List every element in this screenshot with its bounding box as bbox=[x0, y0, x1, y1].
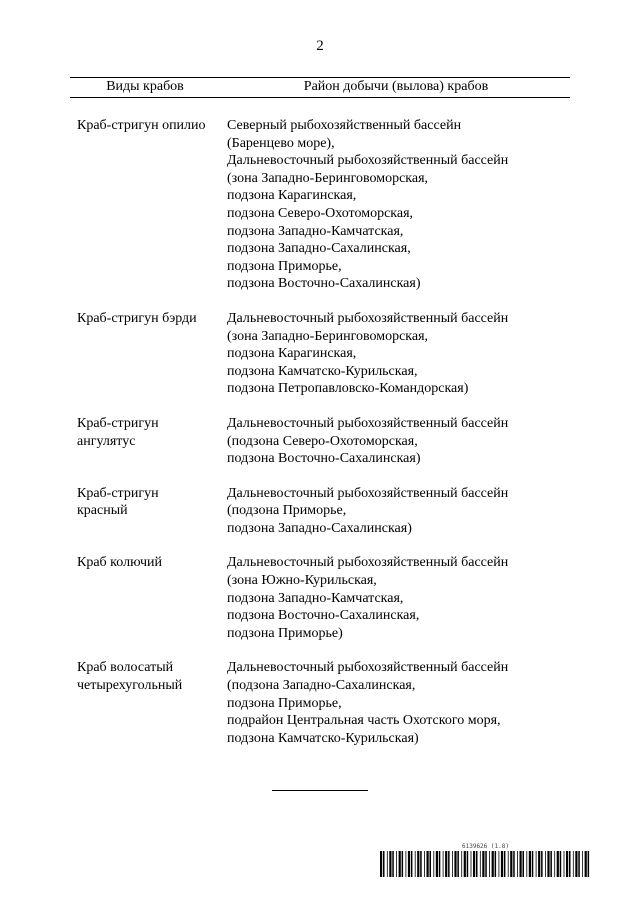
region-line: Дальневосточный рыбохозяйственный бассейн bbox=[227, 153, 509, 169]
species-cell bbox=[77, 310, 227, 328]
barcode-bar bbox=[492, 851, 494, 877]
barcode-bar bbox=[508, 851, 509, 877]
barcode-bar bbox=[392, 851, 394, 877]
region-line: (подзона Приморье, bbox=[227, 503, 347, 519]
table-row bbox=[0, 485, 640, 538]
region-line: (подзона Северо-Охотоморская, bbox=[227, 433, 418, 449]
barcode-bar bbox=[411, 851, 413, 877]
barcode-bar bbox=[529, 851, 531, 877]
species-name-line: ангулятус bbox=[77, 433, 136, 449]
barcode-bar bbox=[380, 851, 382, 877]
region-cell bbox=[227, 659, 567, 747]
barcode-bar bbox=[454, 851, 456, 877]
barcode-bar bbox=[383, 851, 385, 877]
region-line: Дальневосточный рыбохозяйственный бассейн bbox=[227, 310, 509, 326]
region-line: подзона Западно-Камчатская, bbox=[227, 223, 404, 239]
barcode-bar bbox=[510, 851, 512, 877]
barcode-bar bbox=[389, 851, 391, 877]
species-cell bbox=[77, 485, 227, 520]
region-line: подзона Восточно-Сахалинская, bbox=[227, 608, 420, 624]
region-line: (подзона Западно-Сахалинская, bbox=[227, 678, 416, 694]
species-cell bbox=[77, 415, 227, 450]
barcode-bar bbox=[545, 851, 546, 877]
barcode-bar bbox=[501, 851, 503, 877]
barcode-bar bbox=[554, 851, 555, 877]
region-line: (зона Западно-Беринговоморская, bbox=[227, 328, 429, 344]
barcode-bar bbox=[473, 851, 475, 877]
barcode-bar bbox=[523, 851, 525, 877]
region-line: Дальневосточный рыбохозяйственный бассейн bbox=[227, 555, 509, 571]
region-cell bbox=[227, 554, 567, 642]
barcode-bar bbox=[569, 851, 571, 877]
region-line: подзона Карагинская, bbox=[227, 188, 357, 204]
barcode bbox=[380, 851, 590, 877]
region-line: подзона Петропавловско-Командорская) bbox=[227, 381, 469, 397]
species-cell bbox=[77, 659, 227, 694]
region-cell bbox=[227, 485, 567, 538]
barcode-bar bbox=[578, 851, 580, 877]
barcode-bar bbox=[471, 851, 472, 877]
barcode-bar bbox=[536, 851, 537, 877]
barcode-bar bbox=[467, 851, 469, 877]
region-line: подзона Западно-Камчатская, bbox=[227, 590, 404, 606]
barcode-bar bbox=[480, 851, 481, 877]
table-row bbox=[0, 415, 640, 468]
barcode-bar bbox=[406, 851, 407, 877]
region-line: подзона Северо-Охотоморская, bbox=[227, 205, 414, 221]
region-line: подзона Восточно-Сахалинская) bbox=[227, 276, 421, 292]
barcode-bar bbox=[520, 851, 522, 877]
barcode-bar bbox=[433, 851, 434, 877]
region-line: Дальневосточный рыбохозяйственный бассейн bbox=[227, 660, 509, 676]
barcode-bar bbox=[457, 851, 459, 877]
crab-species-table-body bbox=[0, 117, 640, 747]
table-header-bottom-rule bbox=[70, 97, 570, 98]
region-cell bbox=[227, 415, 567, 468]
region-line: Северный рыбохозяйственный бассейн bbox=[227, 118, 462, 133]
region-line: подзона Западно-Сахалинская, bbox=[227, 241, 411, 257]
barcode-bar bbox=[588, 851, 590, 877]
region-line: Дальневосточный рыбохозяйственный бассейн bbox=[227, 415, 509, 431]
barcode-bar bbox=[560, 851, 562, 877]
barcode-bar bbox=[464, 851, 466, 877]
barcode-bar bbox=[513, 851, 515, 877]
species-name-line: Краб-стригун bbox=[77, 415, 159, 431]
barcode-bar bbox=[541, 851, 543, 877]
barcode-bar bbox=[415, 851, 416, 877]
region-line: Дальневосточный рыбохозяйственный бассейн bbox=[227, 485, 509, 501]
barcode-bar bbox=[557, 851, 559, 877]
barcode-bar bbox=[485, 851, 487, 877]
barcode-bar bbox=[427, 851, 429, 877]
barcode-bar bbox=[417, 851, 419, 877]
barcode-bar bbox=[582, 851, 583, 877]
barcode-bar bbox=[575, 851, 577, 877]
species-name-line: Краб колючий bbox=[77, 555, 163, 571]
species-name-line: красный bbox=[77, 503, 128, 519]
region-line: (зона Южно-Курильская, bbox=[227, 573, 377, 589]
barcode-label: 6139626 (1.8) bbox=[462, 843, 509, 850]
region-line: подзона Приморье, bbox=[227, 258, 342, 274]
barcode-bar bbox=[448, 851, 450, 877]
table-row bbox=[0, 117, 640, 293]
region-line: подрайон Центральная часть Охотского моря, bbox=[227, 713, 501, 729]
species-cell bbox=[77, 117, 227, 135]
table-row bbox=[0, 310, 640, 398]
barcode-bar bbox=[399, 851, 401, 877]
barcode-bar bbox=[452, 851, 453, 877]
barcode-bar bbox=[495, 851, 497, 877]
barcode-bar bbox=[387, 851, 388, 877]
barcode-bar bbox=[439, 851, 441, 877]
species-name-line: четырехугольный bbox=[77, 678, 183, 694]
end-of-document-rule bbox=[272, 790, 368, 791]
barcode-bar bbox=[538, 851, 540, 877]
page-number: 2 bbox=[316, 38, 324, 54]
barcode-bar bbox=[532, 851, 534, 877]
barcode-bar bbox=[573, 851, 574, 877]
region-line: подзона Западно-Сахалинская) bbox=[227, 520, 412, 536]
region-line: (Баренцево море), bbox=[227, 135, 335, 151]
barcode-bar bbox=[408, 851, 410, 877]
table-row bbox=[0, 659, 640, 747]
barcode-bar bbox=[424, 851, 425, 877]
region-line: подзона Камчатско-Курильская) bbox=[227, 730, 419, 746]
species-name-line: Краб-стригун bbox=[77, 485, 159, 501]
barcode-bar bbox=[430, 851, 432, 877]
species-name-line: Краб-стригун опилио bbox=[77, 118, 206, 133]
barcode-bar bbox=[402, 851, 404, 877]
barcode-bar bbox=[461, 851, 462, 877]
table-header-top-rule bbox=[70, 77, 570, 78]
region-line: подзона Камчатско-Курильская, bbox=[227, 363, 418, 379]
barcode-bar bbox=[396, 851, 397, 877]
species-name-line: Краб волосатый bbox=[77, 660, 174, 676]
species-name-line: Краб-стригун бэрди bbox=[77, 310, 197, 326]
barcode-bar bbox=[489, 851, 490, 877]
barcode-bar bbox=[504, 851, 506, 877]
barcode-bar bbox=[443, 851, 444, 877]
column-header-species: Виды крабов bbox=[106, 79, 184, 94]
region-line: подзона Восточно-Сахалинская) bbox=[227, 451, 421, 467]
region-cell bbox=[227, 117, 567, 293]
barcode-bar bbox=[526, 851, 527, 877]
species-cell bbox=[77, 554, 227, 572]
barcode-bar bbox=[517, 851, 518, 877]
column-header-region: Район добычи (вылова) крабов bbox=[303, 79, 489, 94]
barcode-bar bbox=[436, 851, 438, 877]
barcode-bar bbox=[476, 851, 478, 877]
barcode-bar bbox=[420, 851, 422, 877]
region-line: подзона Карагинская, bbox=[227, 346, 357, 362]
region-line: подзона Приморье, bbox=[227, 695, 342, 711]
barcode-bar bbox=[585, 851, 587, 877]
region-line: подзона Приморье) bbox=[227, 625, 343, 641]
barcode-bar bbox=[566, 851, 568, 877]
region-cell bbox=[227, 310, 567, 398]
barcode-bar bbox=[482, 851, 484, 877]
barcode-bar bbox=[547, 851, 549, 877]
barcode-bar bbox=[445, 851, 447, 877]
table-row bbox=[0, 554, 640, 642]
barcode-bar bbox=[564, 851, 565, 877]
region-line: (зона Западно-Беринговоморская, bbox=[227, 170, 429, 186]
barcode-bar bbox=[499, 851, 500, 877]
barcode-bar bbox=[550, 851, 552, 877]
